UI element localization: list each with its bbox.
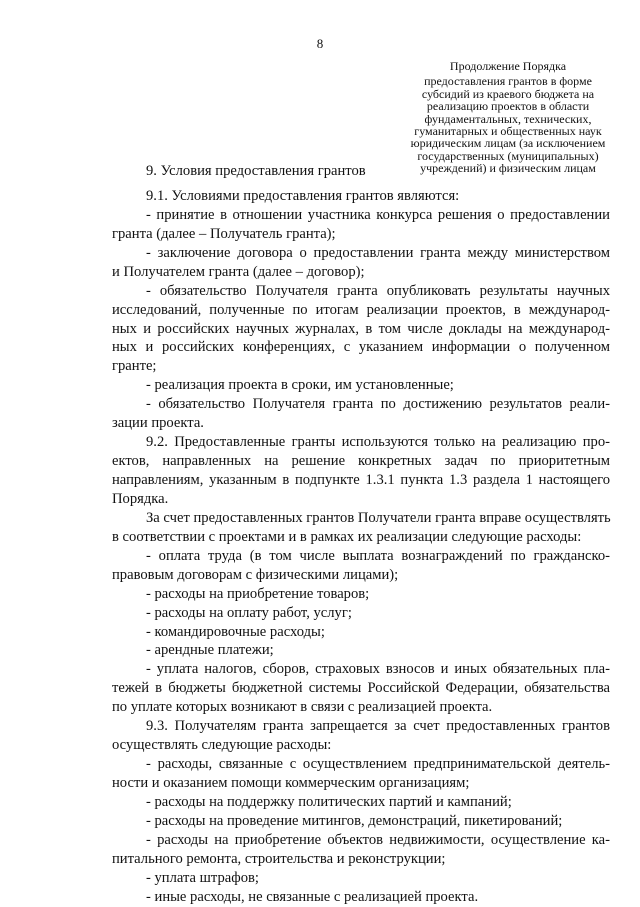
text-line: - реализация проекта в сроки, им установленные; [146,377,454,394]
annex-line: юридическим лицам (за исключением [410,136,606,151]
text-line: 9.3. Получателям гранта запрещается за счет предоставленных грантов [146,718,610,735]
page-number: 8 [316,36,324,51]
text-line: 9.1. Условиями предоставления грантов являются: [146,187,460,204]
text-line: осуществлять следующие расходы: [112,737,332,754]
text-line: ных и российских научных журналах, в том числе доклады на международ- [112,320,610,337]
text-line: - арендные платежи; [146,642,274,659]
annex-title: Продолжение Порядка [449,59,567,73]
text-line: - принятие в отношении участника конкурса решения о предоставлении [146,206,610,223]
text-line: - командировочные расходы; [146,623,325,640]
annex-line: фундаментальных, технических, [424,111,592,126]
annex-line: гуманитарных и общественных наук [414,124,602,139]
text-line: - обязательство Получателя гранта по достижению результатов реали- [146,396,610,413]
text-line: - оплата труда (в том числе выплата вознаграждений по гражданско- [146,547,610,564]
text-line: - расходы на проведение митингов, демонстраций, пикетирований; [146,812,563,829]
text-line: - расходы на поддержку политических партий и кампаний; [146,793,512,810]
text-line: - уплата налогов, сборов, страховых взносов и иных обязательных пла- [146,661,610,678]
text-line: - иные расходы, не связанные с реализацией проекта. [146,888,479,905]
text-line: тежей в бюджеты бюджетной системы Российской Федерации, обязательства [112,680,610,697]
text-line: Порядка. [112,490,169,507]
text-line: - расходы на оплату работ, услуг; [146,604,352,621]
text-line: - расходы на приобретение товаров; [146,585,370,602]
text-line: питального ремонта, строительства и реконструкции; [112,850,446,867]
text-line: - обязательство Получателя гранта опубликовать результаты научных [146,282,610,299]
text-line: исследований, полученные по итогам реализации проектов, в международ- [112,301,610,318]
annex-line: государственных (муниципальных) [417,148,599,163]
text-line: в соответствии с проектами и в рамках их реализации следующие расходы: [112,528,582,545]
annex-line: реализацию проектов в области [426,99,590,114]
annex-line: учреждений) и физическим лицам [420,161,596,176]
section-heading: 9. Условия предоставления грантов [146,163,366,179]
text-line: - расходы, связанные с осуществлением предпринимательской деятель- [146,756,610,773]
document-body [112,162,610,907]
text-line: по уплате которых возникают в связи с реализацией проекта. [112,699,493,716]
text-line: ектов, направленных на решение конкретных задач по приоритетным [112,453,610,470]
annex-header [404,60,612,175]
text-line: гранта (далее – Получатель гранта); [112,225,336,242]
text-line: - расходы на приобретение объектов недвижимости, осуществление ка- [146,831,610,848]
text-line: ности и оказанием помощи коммерческим организациям; [112,775,470,791]
text-line: За счет предоставленных грантов Получатели гранта вправе осуществлять [146,509,611,526]
annex-line: субсидий из краевого бюджета на [421,86,595,101]
annex-line: предоставления грантов в форме [424,74,592,89]
text-line: - заключение договора о предоставлении гранта между министерством [146,244,610,261]
text-line: 9.2. Предоставленные гранты используются только на реализацию про- [146,434,610,451]
text-line: направлениям, указанным в подпункте 1.3.1 пункта 1.3 раздела 1 настоящего [112,472,610,488]
text-line: правовым договорам с физическими лицами); [112,566,399,583]
text-line: - уплата штрафов; [146,869,259,886]
text-line: гранте; [112,358,157,375]
text-line: ных и российских конференциях, с указанием информации о полученном [112,339,610,356]
text-line: зации проекта. [112,415,204,432]
text-line: и Получателем гранта (далее – договор); [112,263,365,280]
